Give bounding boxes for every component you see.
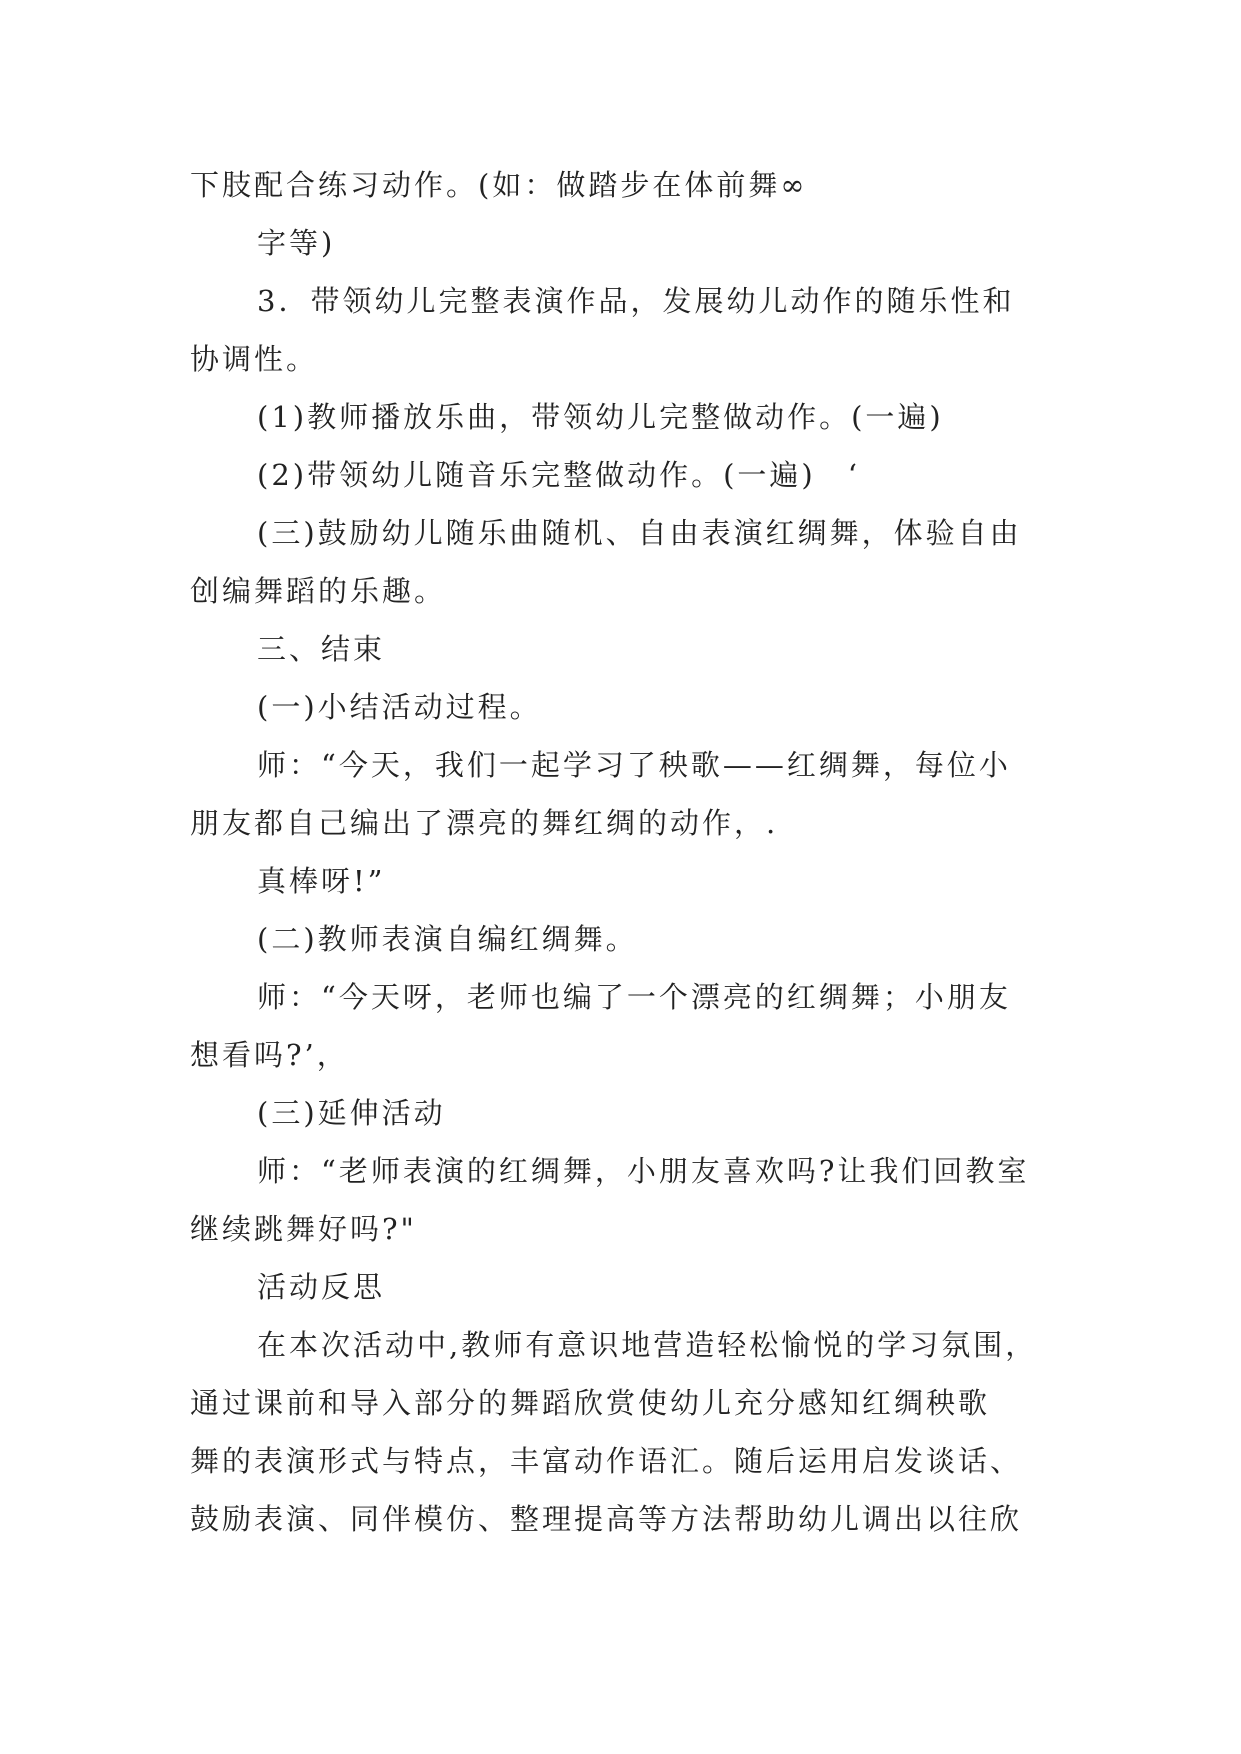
text-line: (一)小结活动过程。 [257, 690, 542, 724]
text-line: 师：“老师表演的红绸舞，小朋友喜欢吗?让我们回教室 [257, 1154, 1030, 1188]
text-line: (2)带领幼儿随音乐完整做动作。(一遍) ‘ [257, 458, 860, 492]
text-line: (三)鼓励幼儿随乐曲随机、自由表演红绸舞，体验自由 [257, 516, 1022, 550]
text-line: (二)教师表演自编红绸舞。 [257, 922, 638, 956]
text-line: 字等) [257, 226, 336, 260]
text-line: 三、结束 [257, 632, 386, 666]
text-line: (1)教师播放乐曲，带领幼儿完整做动作。(一遍) [257, 400, 944, 434]
text-line: 朋友都自己编出了漂亮的舞红绸的动作，. [190, 806, 779, 840]
text-line: (三)延伸活动 [257, 1096, 446, 1130]
text-line: 鼓励表演、同伴模仿、整理提高等方法帮助幼儿调出以往欣 [190, 1502, 1023, 1536]
text-line: 想看吗?’， [190, 1038, 349, 1072]
text-line: 通过课前和导入部分的舞蹈欣赏使幼儿充分感知红绸秧歌 [190, 1386, 991, 1420]
text-line: 协调性。 [190, 342, 319, 376]
text-line: 师：“今天，我们一起学习了秧歌——红绸舞，每位小 [257, 748, 1011, 782]
text-line: 下肢配合练习动作。(如：做踏步在体前舞∞ [190, 168, 808, 202]
text-line: 活动反思 [257, 1270, 386, 1304]
text-line: 继续跳舞好吗?" [190, 1212, 417, 1246]
text-line: 在本次活动中,教师有意识地营造轻松愉悦的学习氛围， [257, 1328, 1038, 1362]
text-line: 师：“今天呀，老师也编了一个漂亮的红绸舞；小朋友 [257, 980, 1011, 1014]
text-line: 真棒呀!” [257, 864, 386, 898]
text-line: 3．带领幼儿完整表演作品，发展幼儿动作的随乐性和 [257, 284, 1015, 318]
text-line: 舞的表演形式与特点，丰富动作语汇。随后运用启发谈话、 [190, 1444, 1023, 1478]
text-line: 创编舞蹈的乐趣。 [190, 574, 447, 608]
